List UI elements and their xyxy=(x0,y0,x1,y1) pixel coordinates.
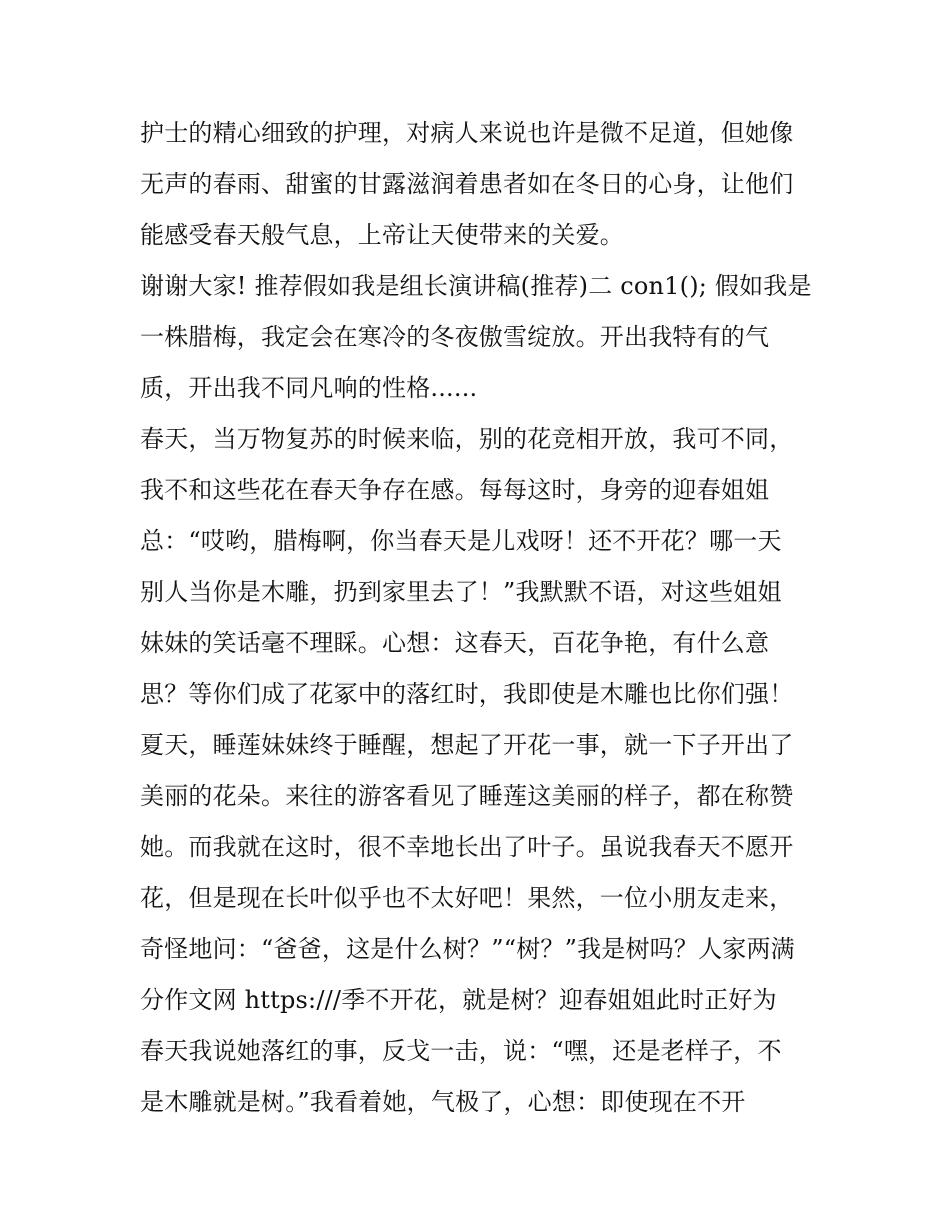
text-line: 分作文网 https:///季不开花，就是树？迎春姐姐此时正好为 xyxy=(140,986,777,1014)
text-line: 春天我说她落红的事，反戈一击，说：“嘿，还是老样子，不 xyxy=(140,1037,782,1065)
text-line: 一株腊梅，我定会在寒冷的冬夜傲雪绽放。开出我特有的气 xyxy=(140,323,770,351)
text-line: 是木雕就是树。”我看着她，气极了，心想：即使现在不开 xyxy=(140,1088,746,1116)
text-line: 能感受春天般气息，上帝让天使带来的关爱。 xyxy=(140,221,624,249)
body-text xyxy=(140,108,820,1128)
text-line: 妹妹的笑话毫不理睬。心想：这春天，百花争艳，有什么意 xyxy=(140,629,770,657)
text-line: 奇怪地问：“爸爸，这是什么树？”“树？”我是树吗？人家两满 xyxy=(140,935,795,963)
text-line: 别人当你是木雕，扔到家里去了！”我默默不语，对这些姐姐 xyxy=(140,578,782,606)
text-line: 花，但是现在长叶似乎也不太好吧！果然，一位小朋友走来， xyxy=(140,884,794,912)
text-line: 护士的精心细致的护理，对病人来说也许是微不足道，但她像 xyxy=(140,119,794,147)
text-line: 总：“哎哟，腊梅啊，你当春天是儿戏呀！还不开花？哪一天 xyxy=(140,527,782,555)
text-line: 美丽的花朵。来往的游客看见了睡莲这美丽的样子，都在称赞 xyxy=(140,782,794,810)
text-line: 她。而我就在这时，很不幸地长出了叶子。虽说我春天不愿开 xyxy=(140,833,794,861)
text-line: 夏天，睡莲妹妹终于睡醒，想起了开花一事，就一下子开出了 xyxy=(140,731,794,759)
text-line: 春天，当万物复苏的时候来临，别的花竞相开放，我可不同， xyxy=(140,425,794,453)
text-line: 我不和这些花在春天争存在感。每每这时，身旁的迎春姐姐 xyxy=(140,476,770,504)
text-line: 谢谢大家! 推荐假如我是组长演讲稿(推荐)二 con1(); 假如我是 xyxy=(140,272,812,300)
text-line: 质，开出我不同凡响的性格...... xyxy=(140,374,478,402)
text-line: 无声的春雨、甜蜜的甘露滋润着患者如在冬日的心身，让他们 xyxy=(140,170,794,198)
text-line: 思？等你们成了花冢中的落红时，我即使是木雕也比你们强！ xyxy=(140,680,794,708)
